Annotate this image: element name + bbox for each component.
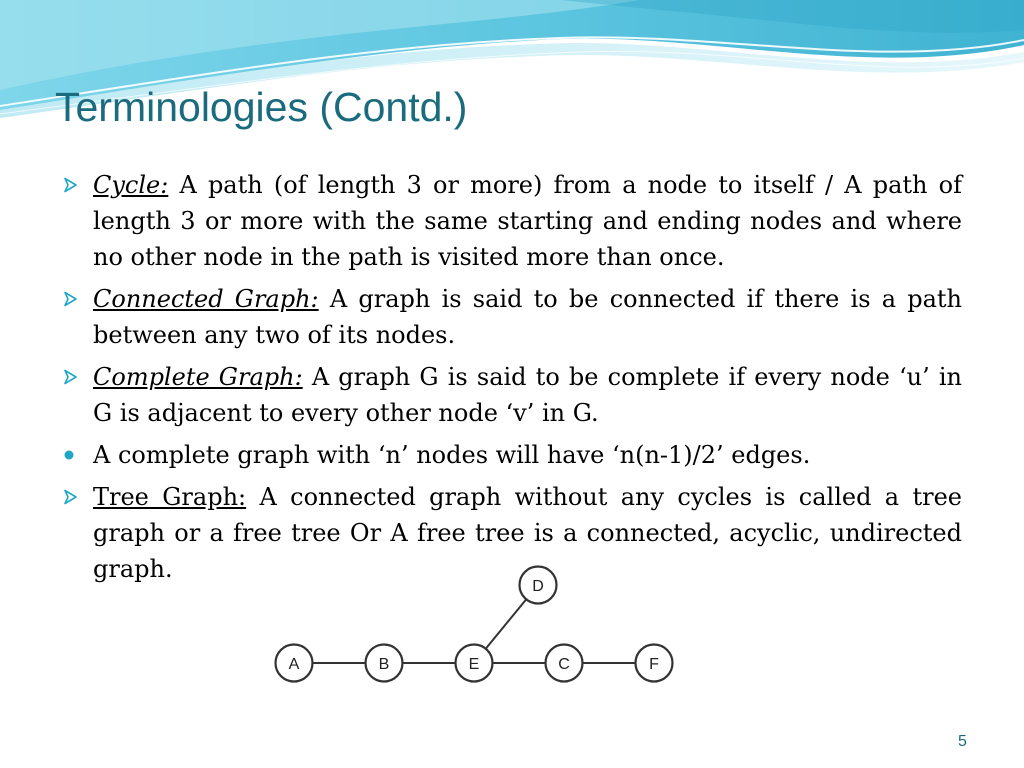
node-label: C [558,656,570,673]
page-number: 5 [958,733,967,750]
arrow-icon [62,167,84,203]
node-label: A [288,656,300,673]
node-E [456,645,493,682]
arrow-icon [62,281,84,317]
node-A [276,645,313,682]
dot-icon [62,437,84,473]
bullet-item [62,359,962,431]
bullet-item [62,437,962,473]
slide-title: Terminologies (Contd.) [55,84,468,130]
bullet-text: A complete graph with ‘n’ nodes will have ‘n(n-1)/2’ edges. [93,441,811,469]
term-label: Cycle: [93,171,169,199]
node-label: F [649,656,659,673]
bullet-text: A connected graph without any cycles is called a tree graph or a free tree Or A free tree is a connected, acyclic, undirected graph. [93,483,962,583]
node-B [366,645,403,682]
bullet-item [62,281,962,353]
node-F [636,645,673,682]
node-label: B [378,656,390,673]
node-label: E [468,656,480,673]
bullet-item [62,167,962,275]
term-label: Connected Graph: [93,285,319,313]
bullet-text: A path (of length 3 or more) from a node to itself / A path of length 3 or more with the same starting and ending nodes and where no other node in the path is visited more than once. [93,171,962,271]
arrow-icon [62,359,84,395]
bullet-text: A graph G is said to be complete if every node ‘u’ in G is adjacent to every other node ‘v’ in G. [93,363,962,427]
node-C [546,645,583,682]
arrow-icon [62,479,84,515]
tree-graph-diagram [272,565,676,687]
node-D [520,567,557,604]
term-label: Tree Graph: [93,483,247,511]
bullet-text: A graph is said to be connected if there is a path between any two of its nodes. [93,285,962,349]
term-label: Complete Graph: [93,363,303,391]
node-label: D [532,578,544,595]
bullet-list [62,167,962,593]
